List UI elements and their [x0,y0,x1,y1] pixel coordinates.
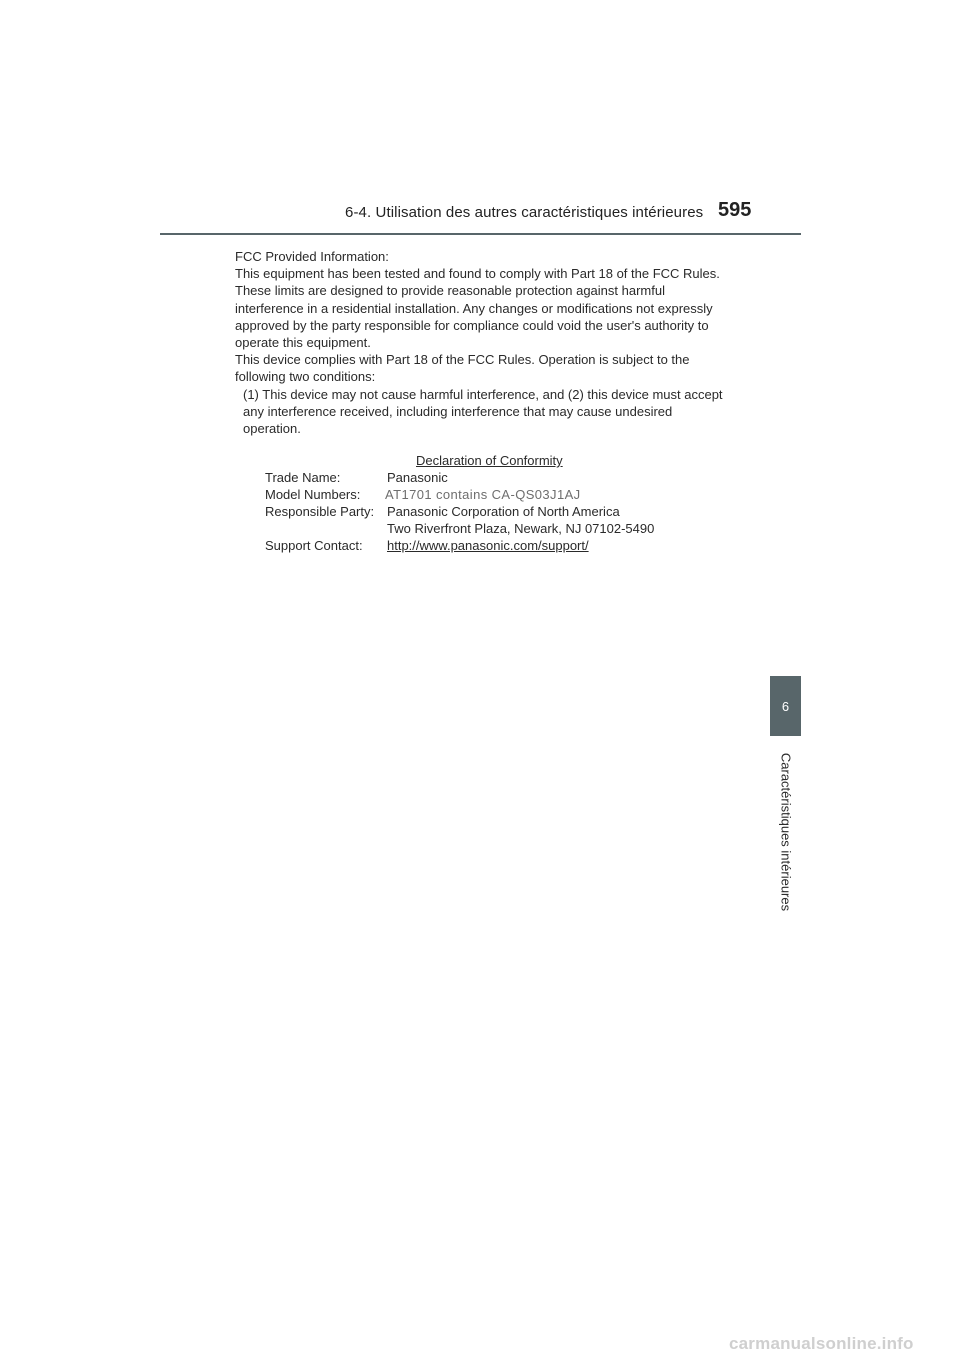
trade-name-label: Trade Name: [265,470,341,485]
support-contact-link[interactable]: http://www.panasonic.com/support/ [387,538,589,553]
model-numbers-value: AT1701 contains CA-QS03J1AJ [385,487,581,502]
fcc-paragraph-conditions: This device complies with Part 18 of the FCC Rules. Operation is subject to the following two conditions: [235,352,690,385]
declaration-title: Declaration of Conformity [416,453,563,468]
responsible-party-value: Panasonic Corporation of North America [387,504,620,519]
model-numbers-label: Model Numbers: [265,487,361,502]
fcc-heading: FCC Provided Information: [235,249,389,264]
chapter-number: 6 [781,698,790,714]
responsible-party-label: Responsible Party: [265,504,375,519]
fcc-paragraph-interference: (1) This device may not cause harmful interference, and (2) this device must accept any interference received, including interference that may cause undesired operation. [243,386,723,437]
trade-name-value: Panasonic [387,470,448,485]
page-number: 595 [718,199,752,221]
fcc-information [235,248,725,437]
watermark-text: carmanualsonline.info [729,1334,914,1353]
chapter-tab [770,676,801,736]
header-divider [160,233,801,235]
section-title: 6-4. Utilisation des autres caractéristiques intérieures [345,204,704,221]
support-contact-label: Support Contact: [265,538,363,553]
responsible-party-address: Two Riverfront Plaza, Newark, NJ 07102-5490 [387,521,655,536]
chapter-label: Caractéristiques intérieures [778,752,794,912]
fcc-paragraph-compliance: This equipment has been tested and found to comply with Part 18 of the FCC Rules. These limits are designed to provide reasonable protection against harmful interference in a residential installation. Any changes or modifications not expressly approved by the party responsible for compliance could void the user's authority to operate this equipment. [235,266,720,351]
